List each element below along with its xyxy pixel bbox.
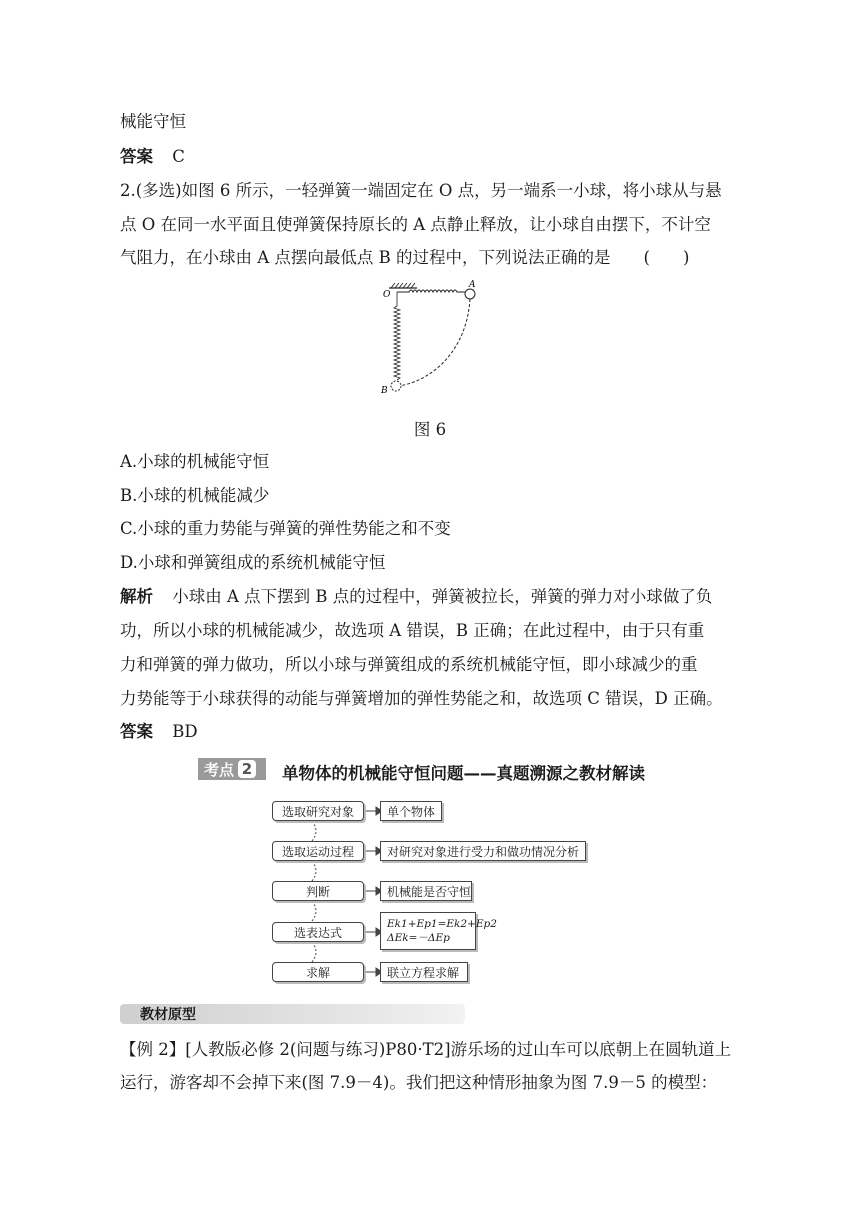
flow-step-5: 求解 — [272, 962, 364, 982]
answer-label: 答案 — [120, 722, 153, 741]
flow-result-3: 机械能是否守恒 — [380, 881, 472, 901]
flow-step-3: 判断 — [272, 881, 364, 901]
text-line: 械能守恒 — [120, 112, 186, 131]
analysis-line-4: 力势能等于小球获得的动能与弹簧增加的弹性势能之和，故选项 C 错误，D 正确。 — [120, 689, 723, 708]
answer-value: BD — [172, 722, 198, 741]
flow-result-2: 对研究对象进行受力和做功情况分析 — [380, 841, 586, 861]
label-O: O — [383, 290, 391, 300]
kaodian-number: 2 — [238, 760, 256, 778]
analysis-text: 小球由 A 点下摆到 B 点的过程中，弹簧被拉长，弹簧的弹力对小球做了负 — [172, 587, 713, 606]
figure-caption: 图 6 — [413, 420, 447, 439]
answer-1 — [120, 147, 185, 167]
kaodian-label: 考点 — [204, 760, 235, 779]
answer-2 — [120, 722, 198, 742]
flow-step-2: 选取运动过程 — [272, 841, 364, 861]
analysis-line-1 — [120, 587, 712, 607]
flow-result-1: 单个物体 — [380, 801, 442, 821]
label-A: A — [469, 280, 476, 290]
answer-value: C — [172, 147, 185, 166]
formula-energy-conservation: Ek1+Ep1=Ek2+Ep2 — [387, 917, 497, 930]
flow-result-4-formulas — [380, 912, 497, 950]
option-d: D.小球和弹簧组成的系统机械能守恒 — [120, 553, 386, 572]
formula-delta-energy: ΔEk=－ΔEp — [387, 931, 450, 944]
flow-step-1: 选取研究对象 — [272, 801, 364, 821]
flow-result-5: 联立方程求解 — [380, 962, 468, 982]
question-2-line-2: 点 O 在同一水平面且使弹簧保持原长的 A 点静止释放，让小球自由摆下，不计空 — [120, 215, 711, 234]
analysis-label: 解析 — [120, 587, 153, 606]
option-b: B.小球的机械能减少 — [120, 486, 270, 505]
flow-step-4: 选表达式 — [272, 922, 364, 942]
question-2-line-1: 2.(多选)如图 6 所示，一轻弹簧一端固定在 O 点，另一端系一小球，将小球从与悬 — [120, 181, 722, 200]
option-c: C.小球的重力势能与弹簧的弹性势能之和不变 — [120, 519, 451, 538]
option-a: A.小球的机械能守恒 — [120, 452, 270, 471]
example-2-line-1: 【例 2】[人教版必修 2(问题与练习)P80·T2]游乐场的过山车可以底朝上在圆轨道上 — [120, 1040, 732, 1059]
kaodian-badge — [198, 758, 266, 780]
example-2-line-2: 运行，游客却不会掉下来(图 7.9－4)。我们把这种情形抽象为图 7.9－5 的模型： — [120, 1073, 718, 1092]
analysis-line-3: 力和弹簧的弹力做功，所以小球与弹簧组成的系统机械能守恒，即小球减少的重 — [120, 655, 698, 674]
figure-6-pendulum-spring — [375, 278, 490, 400]
section-title: 单物体的机械能守恒问题——真题溯源之教材解读 — [282, 764, 645, 783]
textbook-prototype-bar: 教材原型 — [120, 1004, 465, 1024]
question-2-line-3: 气阻力，在小球由 A 点摆向最低点 B 的过程中，下列说法正确的是 ( ) — [120, 248, 690, 267]
answer-label: 答案 — [120, 147, 153, 166]
analysis-line-2: 功，所以小球的机械能减少，故选项 A 错误，B 正确；在此过程中，由于只有重 — [120, 621, 705, 640]
label-B: B — [381, 386, 388, 396]
